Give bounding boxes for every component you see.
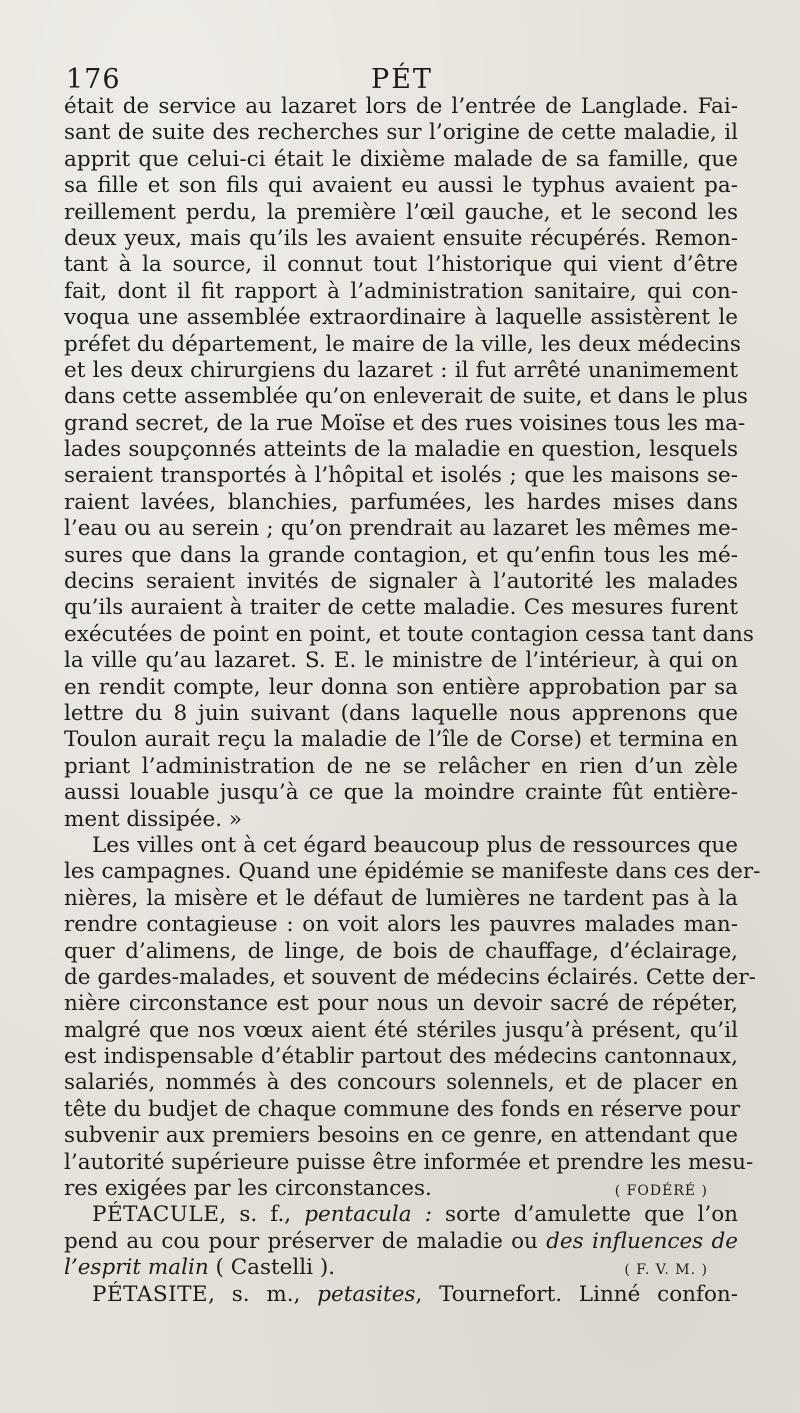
text-line: ment dissipée. » xyxy=(64,806,243,832)
entry-petacule-line-2 xyxy=(64,1229,738,1255)
text-line: de gardes-malades, et souvent de médecins éclairés. Cette der- xyxy=(64,964,756,990)
paragraph-ending-line xyxy=(64,1176,738,1202)
text-line: qu’ils auraient à traiter de cette maladie. Ces mesures furent xyxy=(64,595,738,621)
text-line: la ville qu’au lazaret. S. E. le ministre de l’intérieur, à qui on xyxy=(64,648,738,674)
text-line: raient lavées, blanchies, parfumées, les hardes mises dans xyxy=(64,489,738,515)
paragraph-continued xyxy=(64,94,754,833)
text-line: les campagnes. Quand une épidémie se manifeste dans ces der- xyxy=(64,859,761,885)
text-line: subvenir aux premiers besoins en ce genre, en attendant que xyxy=(64,1123,738,1149)
entry-definition: sorte d’amulette que l’on xyxy=(431,1202,739,1228)
text-line: voqua une assemblée extraordinaire à laquelle assistèrent le xyxy=(64,305,738,331)
entry-latin: petasites xyxy=(317,1281,416,1307)
entry-grammar: , s. f., xyxy=(219,1202,292,1228)
text-line: grand secret, de la rue Moïse et des rues voisines tous les ma- xyxy=(64,410,746,436)
entry-headword: PÉTACULE xyxy=(92,1202,220,1228)
entry-petasite-line-1 xyxy=(64,1282,738,1308)
page-header xyxy=(66,62,738,98)
text-line: tête du budjet de chaque commune des fonds en réserve pour xyxy=(64,1096,741,1122)
text-line: salariés, nommés à des concours solennels, et de placer en xyxy=(64,1070,738,1096)
entry-definition: , Tournefort. Linné confon- xyxy=(415,1281,738,1307)
text-line: exécutées de point en point, et toute contagion cessa tant dans xyxy=(64,621,754,647)
text-line: est indispensable d’établir partout des médecins cantonnaux, xyxy=(64,1044,738,1070)
text-line: dans cette assemblée qu’on enleverait de suite, et dans le plus xyxy=(64,384,748,410)
text-line: nière circonstance est pour nous un devoir sacré de répéter, xyxy=(64,991,738,1017)
paragraph-cities xyxy=(64,832,761,1176)
entry-petacule-line-3 xyxy=(64,1255,738,1281)
text-line: deux yeux, mais qu’ils les avaient ensuite récupérés. Remon- xyxy=(64,225,738,251)
text-line: reillement perdu, la première l’œil gauche, et le second les xyxy=(64,199,738,225)
text-line: était de service au lazaret lors de l’entrée de Langlade. Fai- xyxy=(64,94,738,119)
body-text xyxy=(64,94,761,1308)
entry-signature: ( F. V. M. ) xyxy=(624,1262,708,1279)
text-line: lades soupçonnés atteints de la maladie en question, lesquels xyxy=(64,437,738,463)
text-line: aussi louable jusqu’à ce que la moindre crainte fût entière- xyxy=(64,780,738,806)
entry-source: ( Castelli ). xyxy=(208,1255,336,1281)
text-line: et les deux chirurgiens du lazaret : il fut arrêté unanimement xyxy=(64,357,738,383)
text-line: préfet du département, le maire de la ville, les deux médecins xyxy=(64,331,741,357)
entry-definition-cont: pend au cou pour préserver de maladie ou xyxy=(64,1228,547,1254)
author-signature: ( FODÉRÉ ) xyxy=(614,1183,708,1200)
text-line: fait, dont il fit rapport à l’administration sanitaire, qui con- xyxy=(64,278,738,304)
paragraph-last-line: res exigées par les circonstances. xyxy=(64,1176,432,1202)
text-line: apprit que celui-ci était le dixième malade de sa famille, que xyxy=(64,146,738,172)
text-line: l’eau ou au serein ; qu’on prendrait au lazaret les mêmes me- xyxy=(64,516,738,542)
entry-grammar: , s. m., xyxy=(208,1281,301,1307)
text-line: en rendit compte, leur donna son entière approbation par sa xyxy=(64,674,738,700)
text-line: decins seraient invités de signaler à l’autorité les malades xyxy=(64,569,738,595)
text-line: sant de suite des recherches sur l’origine de cette maladie, il xyxy=(64,120,738,146)
text-line: l’autorité supérieure puisse être informée et prendre les mesu- xyxy=(64,1149,754,1175)
text-line: tant à la source, il connut tout l’historique qui vient d’être xyxy=(64,252,738,278)
text-line: sa fille et son fils qui avaient eu aussi le typhus avaient pa- xyxy=(64,173,738,199)
text-line: Toulon aurait reçu la maladie de l’île de Corse) et termina en xyxy=(64,727,738,753)
text-line: sures que dans la grande contagion, et qu’enfin tous les mé- xyxy=(64,542,738,568)
entry-italic-phrase: des influences de xyxy=(546,1228,738,1254)
text-line: rendre contagieuse : on voit alors les pauvres malades man- xyxy=(64,912,738,938)
text-line: priant l’administration de ne se relâcher en rien d’un zèle xyxy=(64,753,738,779)
entry-italic-phrase-end: l’esprit malin xyxy=(64,1255,209,1281)
entry-headword: PÉTASITE xyxy=(92,1281,209,1307)
running-head: PÉT xyxy=(371,64,433,95)
text-line: quer d’alimens, de linge, de bois de chauffage, d’éclairage, xyxy=(64,938,738,964)
text-line: Les villes ont à cet égard beaucoup plus de ressources que xyxy=(92,832,738,858)
text-line: malgré que nos vœux aient été stériles jusqu’à présent, qu’il xyxy=(64,1017,738,1043)
entry-petacule-line-1 xyxy=(64,1202,738,1228)
entry-latin: pentacula : xyxy=(304,1202,432,1228)
page-number: 176 xyxy=(66,64,121,95)
text-line: lettre du 8 juin suivant (dans laquelle nous apprenons que xyxy=(64,700,738,726)
text-line: nières, la misère et le défaut de lumières ne tardent pas à la xyxy=(64,885,738,911)
text-line: seraient transportés à l’hôpital et isolés ; que les maisons se- xyxy=(64,463,738,489)
